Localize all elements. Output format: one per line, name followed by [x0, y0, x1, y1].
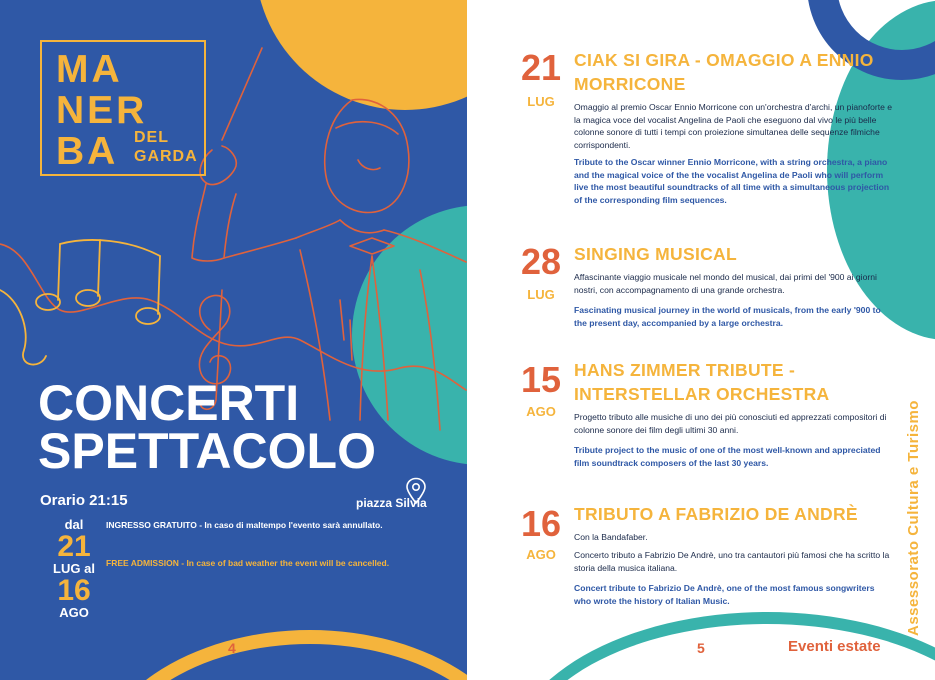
left-page	[0, 0, 467, 680]
event-month: LUG	[527, 287, 555, 302]
event-time: Orario 21:15	[40, 492, 128, 509]
date-day-from: 21	[57, 530, 91, 563]
footer-label: Eventi estate	[788, 638, 881, 655]
date-dal: dal	[64, 517, 84, 532]
event-day: 16	[520, 503, 562, 544]
page-number-right: 5	[697, 640, 705, 656]
department-label: Assessorato Cultura e Turismo	[905, 400, 922, 636]
logo-word-del: DEL	[134, 129, 169, 146]
event-description-en: Tribute to the Oscar winner Ennio Morricone, with a string orchestra, a piano and the magical voice of the the vocalist Angelina de Paoli who will perform live the most beautiful soundtracks of all time with a simultaneous projection of the corresponding film sequences.	[574, 157, 890, 205]
event-description-intro: Con la Bandafaber.	[574, 532, 648, 542]
event-title: SINGING MUSICAL	[574, 244, 737, 264]
event-month: AGO	[526, 547, 556, 562]
event-description-it: Concerto tributo a Fabrizio De Andrè, uno tra cantautori più famosi che ha scritto la storia della musica italiana.	[574, 550, 890, 573]
event-title: CIAK SI GIRA - OMAGGIO A ENNIO MORRICONE	[574, 50, 874, 94]
title-spettacolo: SPETTACOLO	[38, 423, 376, 479]
event-description-en: Tribute project to the music of one of the most well-known and appreciated film soundtrack composers of the last 30 years.	[574, 445, 881, 468]
event-title: TRIBUTO A FABRIZIO DE ANDRÈ	[574, 504, 858, 524]
yellow-arc-decoration	[90, 630, 467, 680]
logo-word-ner: NER	[56, 89, 148, 132]
date-month-to: AGO	[59, 605, 89, 620]
event-day: 15	[520, 359, 562, 400]
page-number-left: 4	[228, 640, 236, 656]
event-description-it: Omaggio al premio Oscar Ennio Morricone con un'orchestra d'archi, un pianoforte e la magica voce del vocalist Angelina de Paoli che eseguono dal vivo le più belle colonne sonore di tutti i tempi con proiezione simultanea delle sequenze filmiche corrispondenti.	[574, 102, 893, 150]
manerba-logo	[40, 40, 206, 176]
date-range	[44, 517, 104, 621]
event-day: 28	[520, 241, 562, 282]
date-day-to: 16	[57, 574, 91, 607]
event-month: AGO	[526, 404, 556, 419]
event-description-en: Concert tribute to Fabrizio De Andrè, one of the most famous songwriters who wrote the history of Italian Music.	[574, 583, 875, 606]
right-page	[467, 0, 935, 680]
venue-label: piazza Silvia	[356, 496, 427, 510]
event-title: HANS ZIMMER TRIBUTE - INTERSTELLAR ORCHESTRA	[574, 360, 830, 404]
admission-info-it: INGRESSO GRATUITO - In caso di maltempo l'evento sarà annullato.	[106, 520, 383, 530]
event-description-it: Affascinante viaggio musicale nel mondo del musical, dai primi del '900 ai giorni nostri, con accompagnamento di una grande orchestra.	[574, 272, 877, 295]
logo-word-ba: BA	[56, 130, 119, 173]
date-month-al: LUG al	[53, 561, 95, 576]
logo-word-ma: MA	[56, 48, 123, 91]
event-month: LUG	[527, 94, 555, 109]
event-description-en: Fascinating musical journey in the world of musicals, from the early '900 to the present day, accompanied by a large orchestra.	[574, 305, 881, 328]
event-description-it: Progetto tributo alle musiche di uno dei più conosciuti ed apprezzati compositori di colonne sonore dei film degli ultimi 30 anni.	[574, 412, 887, 435]
event-day: 21	[520, 47, 562, 88]
title-concerti: CONCERTI	[38, 375, 300, 431]
logo-word-garda: GARDA	[134, 148, 198, 165]
admission-info-en: FREE ADMISSION - In case of bad weather the event will be cancelled.	[106, 558, 390, 568]
